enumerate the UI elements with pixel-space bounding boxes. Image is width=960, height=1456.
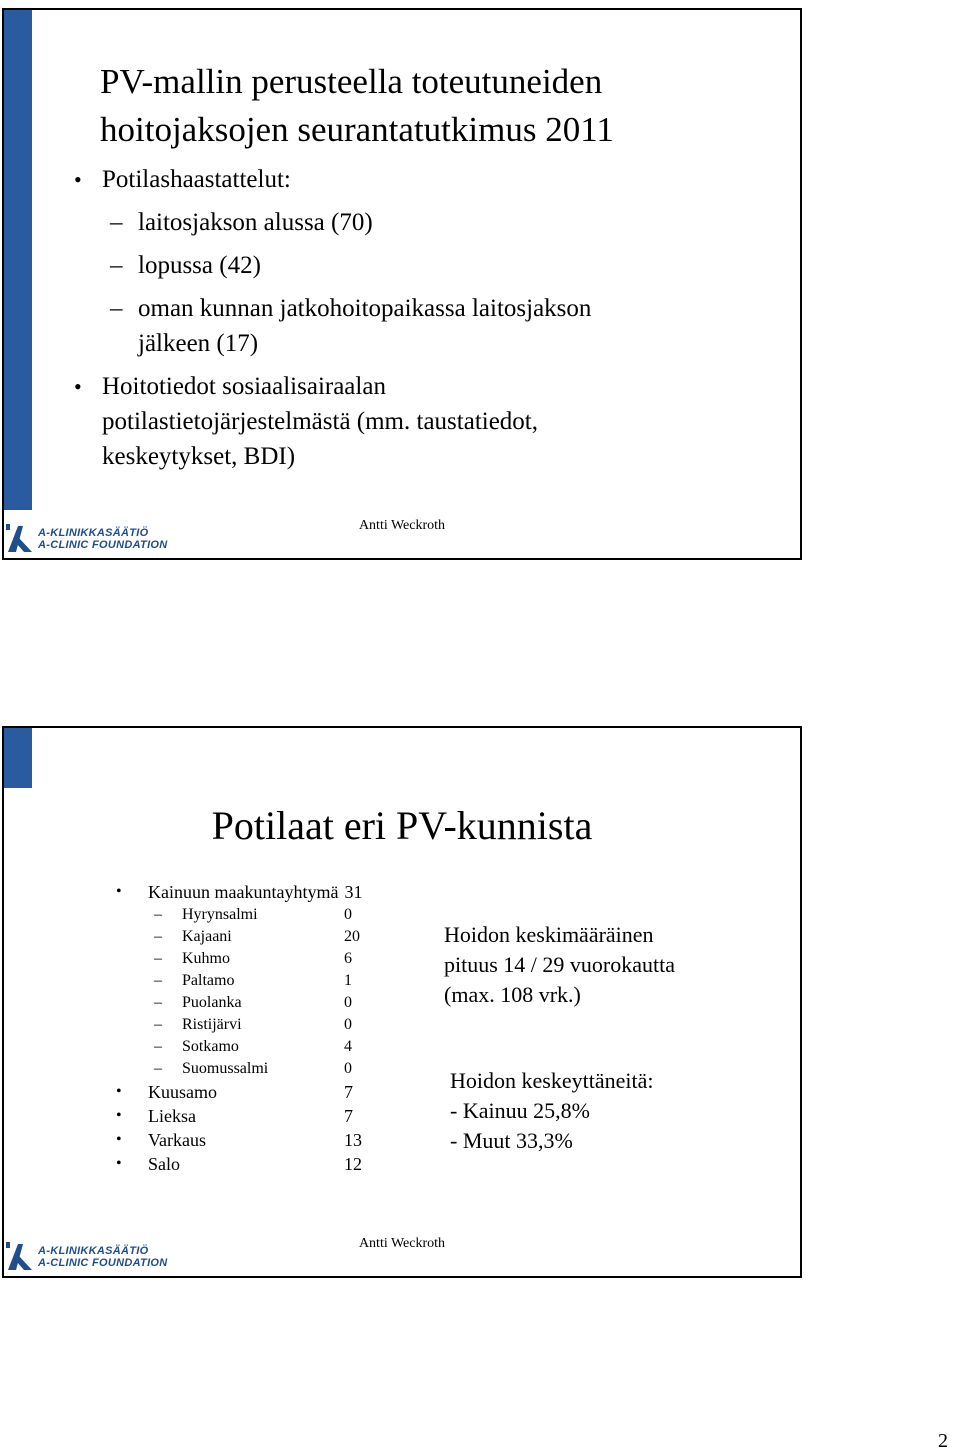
bullet-text: Hoitotiedot sosiaalisairaalan <box>102 373 386 400</box>
item-name: Salo <box>148 1153 181 1174</box>
sub-bullet-text: oman kunnan jatkohoitopaikassa laitosjakson <box>138 295 592 322</box>
item-value: 6 <box>344 950 352 967</box>
foundation-logo <box>6 524 168 554</box>
title-line-1: PV-mallin perusteella toteutuneiden <box>100 62 603 101</box>
item-name: Lieksa <box>148 1105 196 1126</box>
bullet-dot-icon: • <box>116 883 122 900</box>
sub-list-item <box>116 970 386 992</box>
sub-list-item <box>116 948 386 970</box>
list-item <box>116 880 386 904</box>
item-name: Sotkamo <box>182 1038 239 1055</box>
bullet-continuation <box>74 439 754 474</box>
note-line: (max. 108 vrk.) <box>444 982 581 1007</box>
note-line: pituus 14 / 29 vuorokautta <box>444 952 675 977</box>
list-item <box>116 1128 386 1152</box>
side-accent-strip <box>4 10 32 510</box>
note-line: Hoidon keskeyttäneitä: <box>450 1068 654 1093</box>
sub-list-item <box>116 1036 386 1058</box>
list-item <box>116 1080 386 1104</box>
sub-bullet-continuation <box>74 326 754 361</box>
slide-title <box>100 58 780 154</box>
a-clinic-logo-icon <box>6 524 34 554</box>
dash-icon: – <box>154 1060 162 1077</box>
slide-1 <box>2 8 802 560</box>
sub-bullet-text: laitosjakson alussa (70) <box>138 209 373 236</box>
bullet-dot-icon: • <box>116 1083 122 1100</box>
bullet-continuation <box>74 404 754 439</box>
a-clinic-logo-icon <box>6 1242 34 1272</box>
sub-list-item <box>116 904 386 926</box>
dash-icon: – <box>154 1016 162 1033</box>
title-line-2: hoitojaksojen seurantatutkimus 2011 <box>100 110 614 149</box>
item-name: Suomussalmi <box>182 1060 269 1077</box>
bullet-text: potilastietojärjestelmästä (mm. taustatiedot, <box>102 408 538 435</box>
item-name: Puolanka <box>182 994 242 1011</box>
sub-bullet-item <box>74 205 754 240</box>
dash-icon: – <box>154 906 162 923</box>
item-name: Varkaus <box>148 1129 206 1150</box>
sub-bullet-item <box>74 248 754 283</box>
dash-icon: – <box>154 950 162 967</box>
item-value: 13 <box>344 1129 362 1150</box>
dash-icon: – <box>110 252 123 279</box>
note-line: - Kainuu 25,8% <box>450 1098 590 1123</box>
item-value: 7 <box>344 1081 353 1102</box>
page-number: 2 <box>938 1430 948 1452</box>
sub-bullet-text: jälkeen (17) <box>138 330 259 357</box>
sub-list-item <box>116 1014 386 1036</box>
slide-title: Potilaat eri PV-kunnista <box>211 803 593 848</box>
item-value: 1 <box>344 972 352 989</box>
bullet-item <box>74 162 754 197</box>
municipality-list <box>116 880 386 1176</box>
dropout-note <box>450 1066 653 1156</box>
sub-bullet-text: lopussa (42) <box>138 252 261 279</box>
logo-line-1: A-KLINIKKASÄÄTIÖ <box>38 527 149 539</box>
foundation-logo <box>6 1242 168 1272</box>
sub-list-item <box>116 1058 386 1080</box>
dash-icon: – <box>110 209 123 236</box>
item-value: 4 <box>344 1038 352 1055</box>
item-value: 12 <box>344 1153 362 1174</box>
item-value: 20 <box>344 928 360 945</box>
note-line: Hoidon keskimääräinen <box>444 922 654 947</box>
item-value: 0 <box>344 1016 352 1033</box>
logo-line-1: A-KLINIKKASÄÄTIÖ <box>38 1245 149 1257</box>
bullet-text: keskeytykset, BDI) <box>102 443 296 470</box>
dash-icon: – <box>154 928 162 945</box>
dash-icon: – <box>154 994 162 1011</box>
bullet-text: Potilashaastattelut: <box>102 166 291 193</box>
item-value: 31 <box>344 881 363 902</box>
list-item <box>116 1152 386 1176</box>
item-name: Paltamo <box>182 972 235 989</box>
bullet-dot-icon: • <box>74 374 82 399</box>
bullet-dot-icon: • <box>116 1131 122 1148</box>
dash-icon: – <box>110 295 123 322</box>
logo-line-2: A-CLINIC FOUNDATION <box>38 1257 168 1269</box>
bullet-dot-icon: • <box>116 1107 122 1124</box>
bullet-dot-icon: • <box>74 167 82 192</box>
item-name: Kajaani <box>182 928 232 945</box>
sub-list-item <box>116 926 386 948</box>
item-value: 7 <box>344 1105 353 1126</box>
side-accent-strip <box>4 728 32 788</box>
bullet-item <box>74 369 754 404</box>
slide-2 <box>2 726 802 1278</box>
item-name: Hyrynsalmi <box>182 906 258 923</box>
item-name: Kuusamo <box>148 1081 217 1102</box>
author-footer: Antti Weckroth <box>358 1236 446 1251</box>
item-name: Kuhmo <box>182 950 230 967</box>
list-item <box>116 1104 386 1128</box>
item-name: Kainuun maakuntayhtymä <box>148 881 339 902</box>
note-line: - Muut 33,3% <box>450 1128 573 1153</box>
sub-list-item <box>116 992 386 1014</box>
author-footer: Antti Weckroth <box>358 518 446 533</box>
sub-bullet-item <box>74 291 754 326</box>
item-value: 0 <box>344 1060 352 1077</box>
item-name: Ristijärvi <box>182 1016 242 1033</box>
dash-icon: – <box>154 972 162 989</box>
slide-content <box>74 162 754 474</box>
bullet-dot-icon: • <box>116 1155 122 1172</box>
item-value: 0 <box>344 906 352 923</box>
dash-icon: – <box>154 1038 162 1055</box>
treatment-duration-note <box>444 920 675 1010</box>
logo-line-2: A-CLINIC FOUNDATION <box>38 539 168 551</box>
item-value: 0 <box>344 994 352 1011</box>
